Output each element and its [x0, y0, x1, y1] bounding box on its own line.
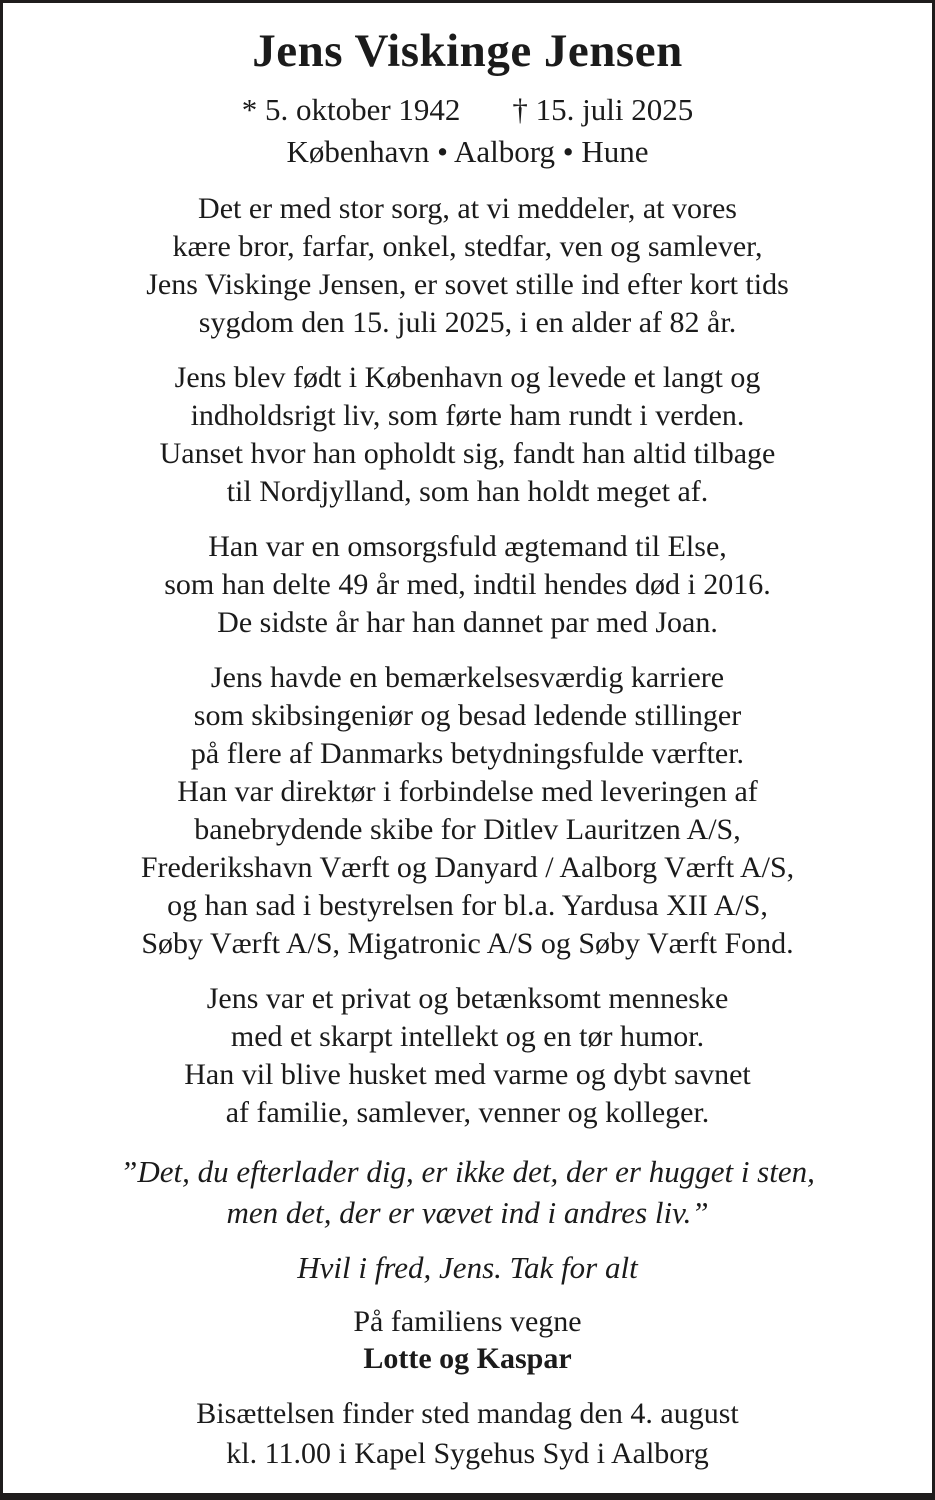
memorial-quote [29, 1151, 906, 1233]
line: Jens blev født i København og levede et langt og [174, 361, 761, 394]
paragraph-career [29, 659, 906, 963]
line: Uanset hvor han opholdt sig, fandt han altid tilbage [159, 437, 776, 470]
line: og han sad i bestyrelsen for bl.a. Yardusa XII A/S, [167, 889, 768, 922]
paragraph-family [29, 528, 906, 642]
funeral-line: Bisættelsen finder sted mandag den 4. august [196, 1397, 739, 1430]
line: Søby Værft A/S, Migatronic A/S og Søby Værft Fond. [141, 927, 794, 960]
line: Han var en omsorgsfuld ægtemand til Else, [208, 530, 727, 563]
line: sygdom den 15. juli 2025, i en alder af 82 år. [198, 306, 737, 339]
line: Frederikshavn Værft og Danyard / Aalborg Værft A/S, [140, 851, 795, 884]
paragraph-announcement [29, 190, 906, 342]
life-dates [29, 89, 906, 131]
signoff-names: Lotte og Kaspar [363, 1342, 572, 1375]
places-line: København • Aalborg • Hune [286, 134, 649, 169]
line: af familie, samlever, venner og kolleger. [225, 1096, 710, 1129]
line: som skibsingeniør og besad ledende stillinger [193, 699, 742, 732]
line: kære bror, farfar, onkel, stedfar, ven og samlever, [172, 230, 763, 263]
line: banebrydende skibe for Ditlev Lauritzen A/S, [194, 813, 741, 846]
line: på flere af Danmarks betydningsfulde værfter. [190, 737, 745, 770]
signoff-on-behalf: På familiens vegne [353, 1305, 582, 1338]
line: Det er med stor sorg, at vi meddeler, at vores [198, 192, 737, 225]
deceased-name: Jens Viskinge Jensen [252, 25, 683, 77]
farewell-line: Hvil i fred, Jens. Tak for alt [297, 1250, 638, 1285]
paragraph-life [29, 359, 906, 511]
line: Jens havde en bemærkelsesværdig karriere [210, 661, 725, 694]
funeral-info [29, 1394, 906, 1474]
quote-line: men det, der er vævet ind i andres liv.” [226, 1195, 709, 1230]
line: til Nordjylland, som han holdt meget af. [226, 475, 709, 508]
line: Han vil blive husket med varme og dybt savnet [184, 1058, 751, 1091]
line: med et skarpt intellekt og en tør humor. [230, 1020, 705, 1053]
line: Jens var et privat og betænksomt menneske [206, 982, 729, 1015]
birth-date: * 5. oktober 1942 [241, 92, 461, 127]
line: indholdsrigt liv, som førte ham rundt i verden. [190, 399, 745, 432]
line: som han delte 49 år med, indtil hendes død i 2016. [164, 568, 771, 601]
line: De sidste år har han dannet par med Joan. [217, 606, 718, 639]
death-date: † 15. juli 2025 [512, 92, 694, 127]
line: Jens Viskinge Jensen, er sovet stille ind efter kort tids [146, 268, 789, 301]
paragraph-personality [29, 980, 906, 1132]
quote-line: ”Det, du efterlader dig, er ikke det, der er hugget i sten, [120, 1154, 815, 1189]
family-signoff [29, 1303, 906, 1377]
funeral-line: kl. 11.00 i Kapel Sygehus Syd i Aalborg [226, 1437, 709, 1470]
line: Han var direktør i forbindelse med leveringen af [177, 775, 758, 808]
